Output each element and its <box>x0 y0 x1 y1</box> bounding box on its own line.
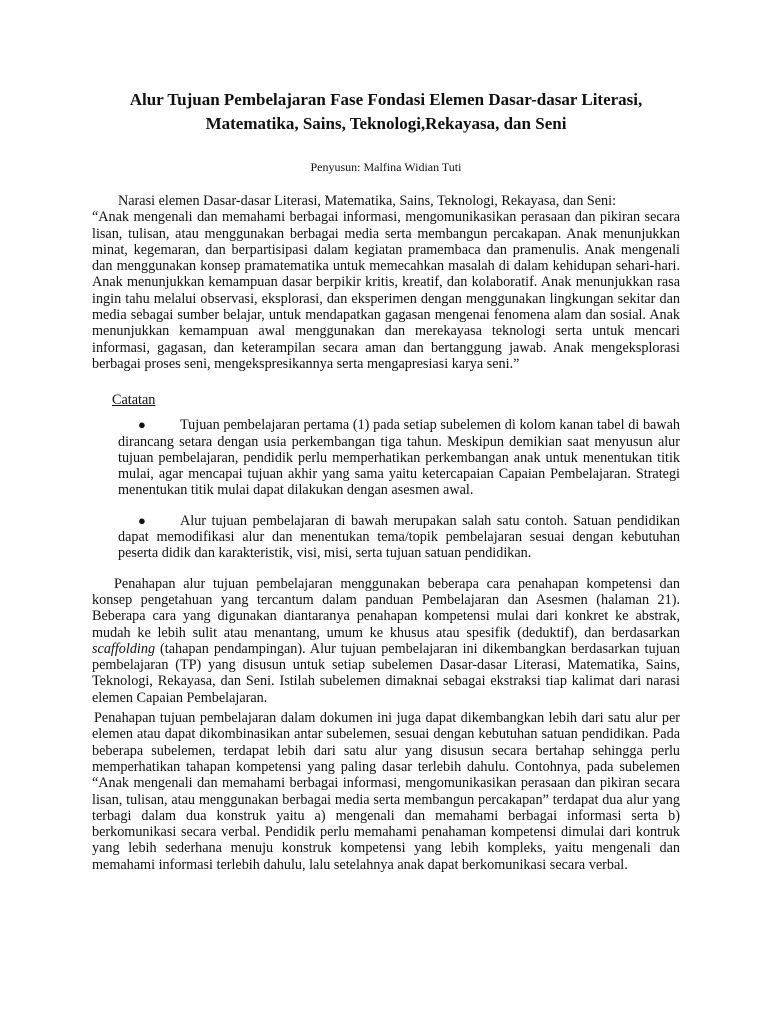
document-title <box>92 88 680 136</box>
catatan-item-text: Alur tujuan pembelajaran di bawah merupakan salah satu contoh. Satuan pendidikan dapat memodifikasi alur dan menentukan tema/topik pembelajaran sesuai dengan kebutuhan peserta didik dan karakteristik, visi, misi, serta tujuan satuan pendidikan. <box>118 512 680 562</box>
penahapan-text-a: Penahapan alur tujuan pembelajaran menggunakan beberapa cara penahapan kompetensi dan konsep pengetahuan yang tercantum dalam panduan Pembelajaran dan Asesmen (halaman 21). Beberapa cara yang digunakan diantaranya penahapan kompetensi mulai dari konkret ke abstrak, mudah ke lebih sulit atau menantang, umum ke khusus atau spesifik (deduktif), dan berdasarkan <box>92 575 680 641</box>
narasi-body: “Anak mengenali dan memahami berbagai informasi, mengomunikasikan perasaan dan pikiran secara lisan, tulisan, atau menggunakan berbagai media serta membangun percakapan. Anak menunjukkan minat, kegemaran, dan berpartisipasi dalam kegiatan pramembaca dan pramenulis. Anak mengenali dan menggunakan konsep pramatematika untuk memecahkan masalah di dalam kehidupan sehari-hari. Anak menunjukkan kemampuan dasar berpikir kritis, kreatif, dan kolaboratif. Anak menunjukkan rasa ingin tahu melalui observasi, eksplorasi, dan eksperimen dengan menggunakan lingkungan sekitar dan media sebagai sumber belajar, untuk mendapatkan gagasan mengenai fenomena alam dan sosial. Anak menunjukkan kemampuan awal menggunakan dan merekayasa teknologi serta untuk mencari informasi, gagasan, dan keterampilan secara aman dan bertanggung jawab. Anak mengeksplorasi berbagai proses seni, mengekspresikannya serta mengapresiasi karya seni.” <box>92 209 680 372</box>
title-line-1: Alur Tujuan Pembelajaran Fase Fondasi Elemen Dasar-dasar Literasi, <box>129 90 643 109</box>
bullet-icon: ● <box>138 417 146 433</box>
author-line: Penyusun: Malfina Widian Tuti <box>310 160 462 174</box>
catatan-item <box>118 417 680 498</box>
penahapan-2-text: Penahapan tujuan pembelajaran dalam dokumen ini juga dapat dikembangkan lebih dari satu alur per elemen atau dapat dikombinasikan antar subelemen, sesuai dengan kebutuhan satuan pendidikan. Pada beberapa subelemen, terdapat lebih dari satu alur yang disusun secara bertahap sehingga perlu memperhatikan tahapan kompetensi yang paling dasar terlebih dahulu. Contohnya, pada subelemen “Anak mengenali dan memahami berbagai informasi, mengomunikasikan perasaan dan pikiran secara lisan, tulisan, atau menggunakan berbagai media serta membangun percakapan” terdapat dua alur yang terbagi dalam dua konstruk yaitu a) mengenali dan memahami berbagai informasi serta b) berkomunikasi secara verbal. Pendidik perlu memahami penahaman kompetensi dimulai dari kontruk yang lebih sederhana menuju konstruk kompetensi yang lebih kompleks, yaitu mengenali dan memahami informasi terlebih dahulu, lalu setelahnya anak dapat berkomunikasi secara verbal. <box>92 710 680 873</box>
penahapan-paragraph <box>92 576 680 706</box>
scaffolding-term: scaffolding <box>92 640 156 657</box>
title-line-2: Matematika, Sains, Teknologi,Rekayasa, dan Seni <box>205 114 567 133</box>
penahapan-text-b: (tahapan pendampingan). Alur tujuan pembelajaran ini dikembangkan berdasarkan tujuan pembelajaran (TP) yang disusun untuk setiap subelemen Dasar-dasar Literasi, Matematika, Sains, Teknologi, Rekayasa, dan Seni. Istilah subelemen dimaknai sebagai ekstraksi tiap kalimat dari narasi elemen Capaian Pembelajaran. <box>92 640 680 706</box>
narasi-paragraph <box>92 193 680 372</box>
bullet-icon: ● <box>138 512 146 528</box>
catatan-list <box>92 417 680 561</box>
catatan-item <box>118 513 680 562</box>
catatan-heading: Catatan <box>112 392 156 409</box>
catatan-item-text: Tujuan pembelajaran pertama (1) pada setiap subelemen di kolom kanan tabel di bawah dirancang setara dengan usia perkembangan tiga tahun. Meskipun demikian saat menyusun alur tujuan pembelajaran, pendidik perlu memperhatikan perkembangan anak untuk menentukan titik mulai, agar mencapai tujuan akhir yang sama yaitu ketercapaian Capaian Pembelajaran. Strategi menentukan titik mulai dapat dilakukan dengan asesmen awal. <box>118 417 680 499</box>
narasi-lead: Narasi elemen Dasar-dasar Literasi, Matematika, Sains, Teknologi, Rekayasa, dan Seni: <box>118 193 617 209</box>
penahapan-paragraph-2 <box>92 710 680 873</box>
